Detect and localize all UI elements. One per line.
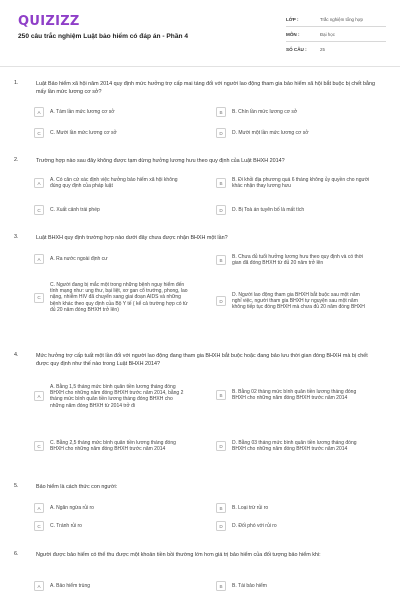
question-5 <box>14 483 386 541</box>
option-d[interactable] <box>216 205 370 215</box>
option-letter-badge: A <box>34 254 44 264</box>
meta-value: 25 <box>320 47 325 52</box>
option-a[interactable] <box>34 107 188 117</box>
option-a[interactable] <box>34 177 188 189</box>
question-number: 4. <box>14 352 19 358</box>
option-text: D. Bị Toà án tuyên bố là mất tích <box>232 206 305 213</box>
option-letter-badge: D <box>216 441 226 451</box>
option-b[interactable] <box>216 177 370 189</box>
question-number: 1. <box>14 80 19 86</box>
option-text: C. Tránh rủi ro <box>50 522 82 529</box>
option-text: D. Mười một lần mức lương cơ sở <box>232 129 309 136</box>
option-d[interactable] <box>216 440 370 452</box>
option-letter-badge: A <box>34 391 44 401</box>
question-1 <box>14 80 386 148</box>
meta-label: LỚP : <box>286 16 299 22</box>
meta-row-class <box>286 12 386 27</box>
option-text: B. Chưa đủ tuổi hưởng lương hưu theo quy định và có thời gian đã đóng BHXH từ đủ 20 năm trở lên <box>232 254 364 267</box>
option-c[interactable] <box>34 521 188 531</box>
option-letter-badge: D <box>216 128 226 138</box>
option-text: A. Bằng 1,5 tháng mức bình quân tiền lương tháng đóng BHXH cho những năm đóng BHXH trước năm 2014, bằng 2 tháng mức bình quân tiền lương tháng đóng BHXH cho những năm đóng BHXH từ 2014 trở đi <box>50 384 184 409</box>
option-b[interactable] <box>216 389 370 401</box>
option-letter-badge: A <box>34 107 44 117</box>
question-4 <box>14 352 386 477</box>
option-letter-badge: A <box>34 178 44 188</box>
option-text: B. Tái bảo hiểm <box>232 582 267 589</box>
option-letter-badge: B <box>216 390 226 400</box>
option-text: C. Xuất cảnh trái phép <box>50 206 100 213</box>
option-a[interactable] <box>34 581 188 591</box>
question-text: Luật Bảo hiểm xã hội năm 2014 quy định mức hưởng trợ cấp mai táng đối với người lao động tham gia bảo hiểm xã hội bắt buộc bị chết bằng mấy lần mức lương cơ sở? <box>36 81 376 95</box>
option-letter-badge: A <box>34 581 44 591</box>
question-2 <box>14 157 386 223</box>
option-a[interactable] <box>34 384 188 409</box>
option-text: D. Người lao động tham gia BHXH bắt buộc sau một năm nghỉ việc, người tham gia BHXH tự nguyện sau một năm không tiếp tục đóng BHXH mà chưa đủ 20 năm đóng BHXH <box>232 292 365 311</box>
option-letter-badge: C <box>34 521 44 531</box>
option-letter-badge: C <box>34 205 44 215</box>
question-number: 3. <box>14 234 19 240</box>
option-letter-badge: C <box>34 441 44 451</box>
quizizz-logo: QUIZIZZ <box>18 14 80 29</box>
question-number: 6. <box>14 551 19 557</box>
option-text: A. Tám lần mức lương cơ sở <box>50 108 115 115</box>
option-d[interactable] <box>216 128 370 138</box>
option-text: C. Người đang bị mắc một trong những bệnh nguy hiểm đến tính mạng như: ung thư, bại liệt, xơ gan cổ trướng, phong, lao nặng, nhiễm HIV đã chuyển sang giai đoạn AIDS và những bệnh khác theo quy định của Bộ Y tế ( kể cả trường hợp có từ đủ 20 năm đóng BHXH trở lên) <box>50 282 188 313</box>
question-text: Người được bảo hiểm có thể thu được một khoản tiền bồi thường lớn hơn giá trị bảo hiểm của đối tượng bảo hiểm khi: <box>36 552 321 558</box>
option-text: B. Loại trừ rủi ro <box>232 504 269 511</box>
option-text: C. Bằng 2,5 tháng mức bình quân tiền lương tháng đóng BHXH cho những năm đóng BHXH trước năm 2014 <box>50 440 176 453</box>
option-letter-badge: B <box>216 178 226 188</box>
option-letter-badge: B <box>216 255 226 265</box>
option-b[interactable] <box>216 254 370 266</box>
option-letter-badge: C <box>34 293 44 303</box>
option-d[interactable] <box>216 292 370 311</box>
option-text: B. Bằng 02 tháng mức bình quân tiền lương tháng đóng BHXH cho những năm đóng BHXH trước năm 2014 <box>232 389 357 402</box>
option-letter-badge: D <box>216 521 226 531</box>
meta-row-subject <box>286 27 386 42</box>
option-text: D. Đối phó với rủi ro <box>232 522 277 529</box>
question-text: Mức hưởng trợ cấp tuất một lần đối với người lao động đang tham gia BHXH bắt buộc hoặc đang bảo lưu thời gian đóng BHXH mà bị chết được quy định như thế nào trong Luật BHXH 2014? <box>36 353 368 367</box>
option-a[interactable] <box>34 503 188 513</box>
option-b[interactable] <box>216 581 370 591</box>
meta-table <box>286 12 386 57</box>
option-b[interactable] <box>216 503 370 513</box>
meta-value: Đại học <box>320 31 335 37</box>
option-text: B. Đi khỏi địa phương quá 6 tháng không ủy quyền cho người khác nhận thay lương hưu <box>232 177 370 190</box>
option-letter-badge: C <box>34 128 44 138</box>
question-3 <box>14 234 386 348</box>
option-c[interactable] <box>34 128 188 138</box>
option-text: A. Có căn cứ xác định việc hưởng bảo hiểm xã hội không đúng quy định của pháp luật <box>50 177 178 190</box>
question-text: Bảo hiểm là cách thức con người: <box>36 484 118 490</box>
option-letter-badge: B <box>216 503 226 513</box>
option-c[interactable] <box>34 440 188 452</box>
option-d[interactable] <box>216 521 370 531</box>
question-number: 5. <box>14 483 19 489</box>
option-text: A. Ra nước ngoài định cư <box>50 255 108 262</box>
meta-label: MÔN : <box>286 31 300 37</box>
option-letter-badge: A <box>34 503 44 513</box>
option-text: B. Chín lần mức lương cơ sở <box>232 108 298 115</box>
option-text: A. Bảo hiểm trùng <box>50 582 91 589</box>
option-text: D. Bằng 03 tháng mức bình quân tiền lương tháng đóng BHXH cho những năm đóng BHXH trước năm 2014 <box>232 440 357 453</box>
option-a[interactable] <box>34 254 188 264</box>
option-b[interactable] <box>216 107 370 117</box>
meta-value: Trắc nghiệm tổng hợp <box>320 16 363 22</box>
meta-label: SỐ CÂU : <box>286 47 307 52</box>
option-letter-badge: D <box>216 205 226 215</box>
meta-row-count <box>286 42 386 57</box>
option-c[interactable] <box>34 282 188 313</box>
option-c[interactable] <box>34 205 188 215</box>
header-divider <box>0 66 400 67</box>
option-text: A. Ngăn ngừa rủi ro <box>50 504 94 511</box>
question-6 <box>14 551 386 596</box>
option-letter-badge: D <box>216 296 226 306</box>
document-header <box>0 0 400 66</box>
document-title: 250 câu trắc nghiệm Luật bảo hiểm có đáp án - Phần 4 <box>18 33 189 40</box>
option-text: C. Mười lần mức lương cơ sở <box>50 129 117 136</box>
question-number: 2. <box>14 157 19 163</box>
option-letter-badge: B <box>216 581 226 591</box>
question-text: Luật BHXH quy định trường hợp nào dưới đây chưa được nhận BHXH một lần? <box>36 235 228 241</box>
question-text: Trường hợp nào sau đây không được tạm dừng hưởng lương hưu theo quy định của Luật BHXH 2014? <box>36 158 285 164</box>
option-letter-badge: B <box>216 107 226 117</box>
